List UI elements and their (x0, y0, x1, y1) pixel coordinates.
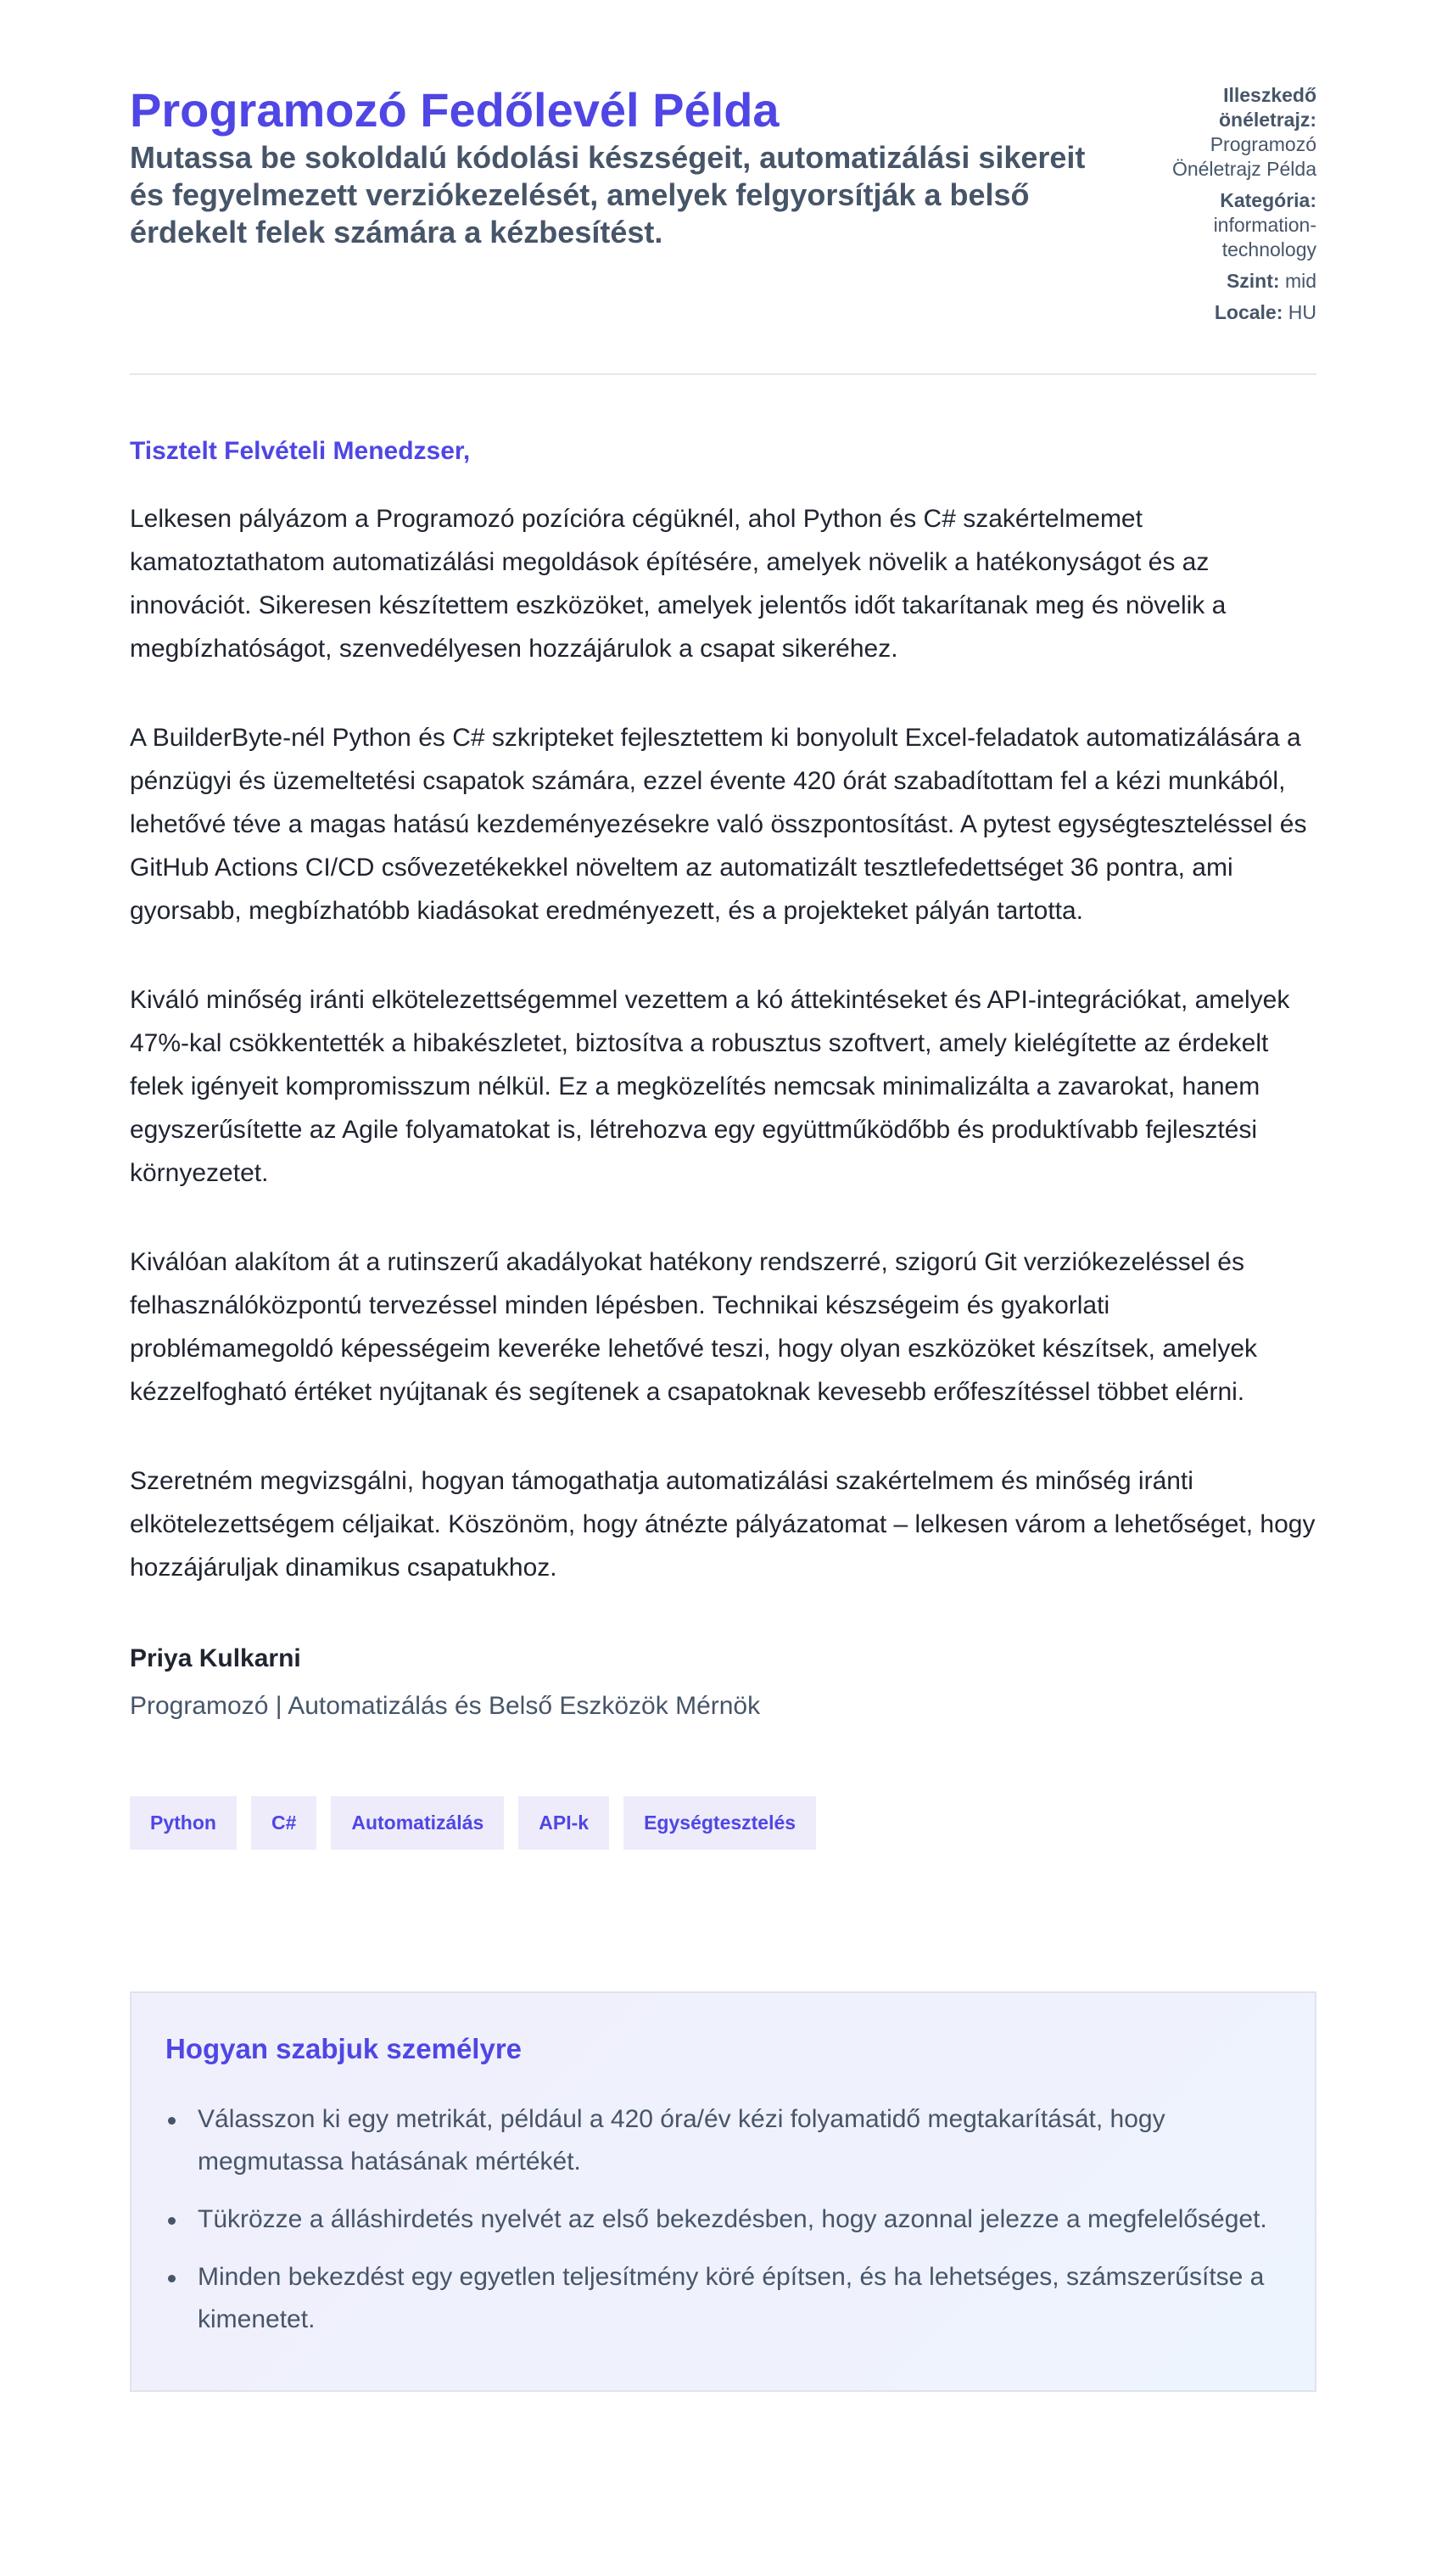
cover-letter-page (130, 0, 1316, 2392)
page-subtitle: Mutassa be sokoldalú kódolási készségeit, automatizálási sikereit és fegyelmezett verziókezelését, amelyek felgyorsítják a belső érdekelt felek számára a kézbesítést. (130, 140, 1086, 249)
signature-role: Programozó | Automatizálás és Belső Eszközök Mérnök (130, 1692, 761, 1720)
meta-category (1147, 188, 1316, 262)
meta-matching-resume (1147, 83, 1316, 182)
page-header (130, 0, 1316, 375)
greeting: Tisztelt Felvételi Menedzser, (130, 437, 471, 465)
tip-item: Válasszon ki egy metrikát, például a 420 óra/év kézi folyamatidő megtakarítását, hogy megmutassa hatásának mértékét. (165, 2098, 1281, 2183)
meta-label: Locale: (1214, 301, 1283, 323)
skill-tag: Automatizálás (331, 1796, 504, 1850)
skill-tag: Python (130, 1796, 237, 1850)
header-text (130, 83, 1105, 322)
skill-tag: API-k (518, 1796, 609, 1850)
meta-value: HU (1288, 301, 1316, 323)
meta-label: Szint: (1226, 270, 1280, 292)
meta-label: Kategória: (1220, 189, 1316, 211)
skill-tag: Egységtesztelés (623, 1796, 816, 1850)
skill-tag: C# (251, 1796, 316, 1850)
letter-body (130, 497, 1316, 1589)
meta-locale (1147, 300, 1316, 325)
tips-title: Hogyan szabjuk személyre (165, 2033, 523, 2064)
meta-value: information-technology (1213, 214, 1316, 260)
meta-value: mid (1284, 270, 1316, 292)
tips-list (165, 2098, 1281, 2341)
page-title: Programozó Fedőlevél Példa (130, 83, 780, 137)
tip-item: Tükrözze a álláshirdetés nyelvét az első bekezdésben, hogy azonnal jelezze a megfelelőséget. (165, 2198, 1281, 2241)
tip-item: Minden bekezdést egy egyetlen teljesítmény köré építsen, és ha lehetséges, számszerűsítse a kimenetet. (165, 2256, 1281, 2341)
paragraph: Kiválóan alakítom át a rutinszerű akadályokat hatékony rendszerré, szigorú Git verziókezeléssel és felhasználóközpontú tervezéssel minden lépésben. Technikai készségeim és gyakorlati problémamegoldó képességeim keveréke lehetővé teszi, hogy olyan eszközöket készítsek, amelyek kézzelfogható értéket nyújtanak és segítenek a csapatoknak kevesebb erőfeszítéssel többet elérni. (130, 1248, 1258, 1406)
paragraph: Lelkesen pályázom a Programozó pozícióra cégüknél, ahol Python és C# szakértelmemet kamatoztathatom automatizálási megoldások építésére, amelyek növelik a hatékonyságot és az innovációt. Sikeresen készítettem eszközöket, amelyek jelentős időt takarítanak meg és növelik a megbízhatóságot, szenvedélyesen hozzájárulok a csapat sikeréhez. (130, 505, 1227, 663)
paragraph: Szeretném megvizsgálni, hogyan támogathatja automatizálási szakértelmem és minőség iránti elkötelezettségem céljaikat. Köszönöm, hogy átnézte pályázatomat – lelkesen várom a lehetőséget, hogy hozzájáruljak dinamikus csapatukhoz. (130, 1467, 1316, 1582)
meta-label: Illeszkedő önéletrajz: (1218, 84, 1316, 131)
signature-name: Priya Kulkarni (130, 1644, 301, 1672)
paragraph: A BuilderByte-nél Python és C# szkripteket fejlesztettem ki bonyolult Excel-feladatok automatizálására a pénzügyi és üzemeltetési csapatok számára, ezzel évente 420 órát szabadítottam fel a kézi munkából, lehetővé téve a magas hatású kezdeményezésekre való összpontosítást. A pytest egységteszteléssel és GitHub Actions CI/CD csővezetékekkel növeltem az automatizált tesztlefedettséget 36 pontra, ami gyorsabb, megbízhatóbb kiadásokat eredményezett, és a projekteket pályán tartotta. (130, 724, 1307, 925)
meta-panel (1147, 83, 1316, 322)
skill-tags (130, 1796, 1316, 1850)
tips-box (130, 1991, 1316, 2392)
meta-value: Programozó Önéletrajz Példa (1171, 133, 1316, 180)
paragraph: Kiváló minőség iránti elkötelezettségemmel vezettem a kó áttekintéseket és API-integrációkat, amelyek 47%-kal csökkentették a hibakészletet, biztosítva a robusztus szoftvert, amely kielégítette az érdekelt felek igényeit kompromisszum nélkül. Ez a megközelítés nemcsak minimalizálta a zavarokat, hanem egyszerűsítette az Agile folyamatokat is, létrehozva egy együttműködőbb és produktívabb fejlesztési környezetet. (130, 986, 1290, 1187)
meta-level (1147, 269, 1316, 294)
